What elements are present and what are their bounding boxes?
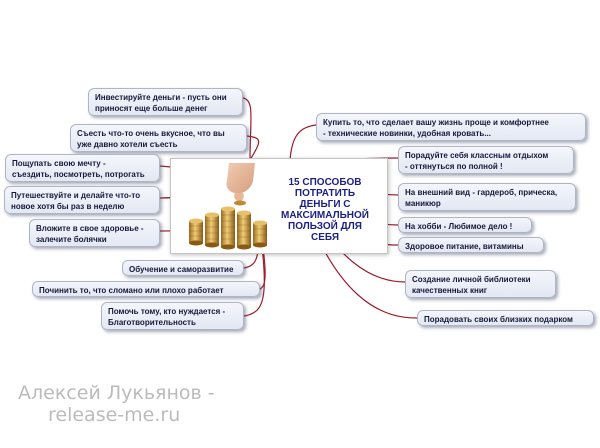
node-label: Починить то, что сломано или плохо работает: [39, 286, 224, 295]
right-node-gifts: [417, 310, 594, 326]
right-node-nutrition: [398, 237, 544, 253]
right-node-hobby: [398, 217, 532, 233]
node-label: Помочь тому, кто нуждается - Благотворительность: [108, 307, 226, 327]
right-node-library: [405, 270, 556, 298]
left-node-travel: [4, 186, 160, 214]
node-label: Здоровое питание, витамины: [405, 242, 524, 251]
node-label: Пощупать свою мечту - съездить, посмотреть, потрогать: [12, 159, 145, 179]
author-watermark: [18, 360, 238, 448]
left-node-touch-dream: [5, 154, 160, 182]
central-topic: [170, 158, 388, 254]
node-label: Съесть что-то очень вкусное, что вы уже давно хотели съесть: [77, 129, 225, 149]
node-label: Вложите в свое здоровье - залечите болячки: [36, 224, 144, 244]
left-node-tasty-food: [70, 124, 247, 152]
central-topic-title: 15 СПОСОБОВ ПОТРАТИТЬ ДЕНЬГИ С МАКСИМАЛЬНОЙ ПОЛЬЗОЙ ДЛЯ СЕБЯ: [281, 177, 369, 243]
node-label: Порадовать своих близких подарком: [424, 315, 573, 324]
node-label: На хобби - Любимое дело !: [405, 222, 513, 231]
branch-line: [290, 125, 316, 160]
node-label: Путешествуйте и делайте что-то новое хотя бы раз в неделю: [11, 191, 141, 211]
node-label: Инвестируйте деньги - пусть они приносят еще больше денег: [95, 93, 227, 113]
branch-line: [247, 136, 259, 160]
left-node-health: [29, 219, 160, 247]
watermark-line1: Алексей Лукьянов -: [18, 382, 215, 404]
left-node-repair: [32, 281, 260, 297]
node-label: Порадуйте себя классным отдыхом - оттянуться по полной !: [405, 151, 549, 171]
watermark-line2: release-me.ru: [48, 404, 181, 426]
right-node-rest: [398, 146, 574, 174]
node-label: Обучение и саморазвитие: [129, 265, 234, 274]
node-label: Создание личной библиотеки качественных книг: [412, 275, 531, 295]
right-node-comfort: [316, 113, 586, 141]
node-label: Купить то, что сделает вашу жизнь проще и комфортнее - технические новинки, удобная кровать...: [323, 118, 549, 138]
coins-stacks-hand-icon: [177, 163, 271, 251]
node-label: На внешний вид - гардероб, прическа, маникюр: [405, 188, 558, 208]
left-node-charity: [101, 302, 244, 330]
left-node-education: [122, 260, 244, 276]
right-node-appearance: [398, 183, 576, 211]
left-node-invest: [88, 88, 243, 116]
